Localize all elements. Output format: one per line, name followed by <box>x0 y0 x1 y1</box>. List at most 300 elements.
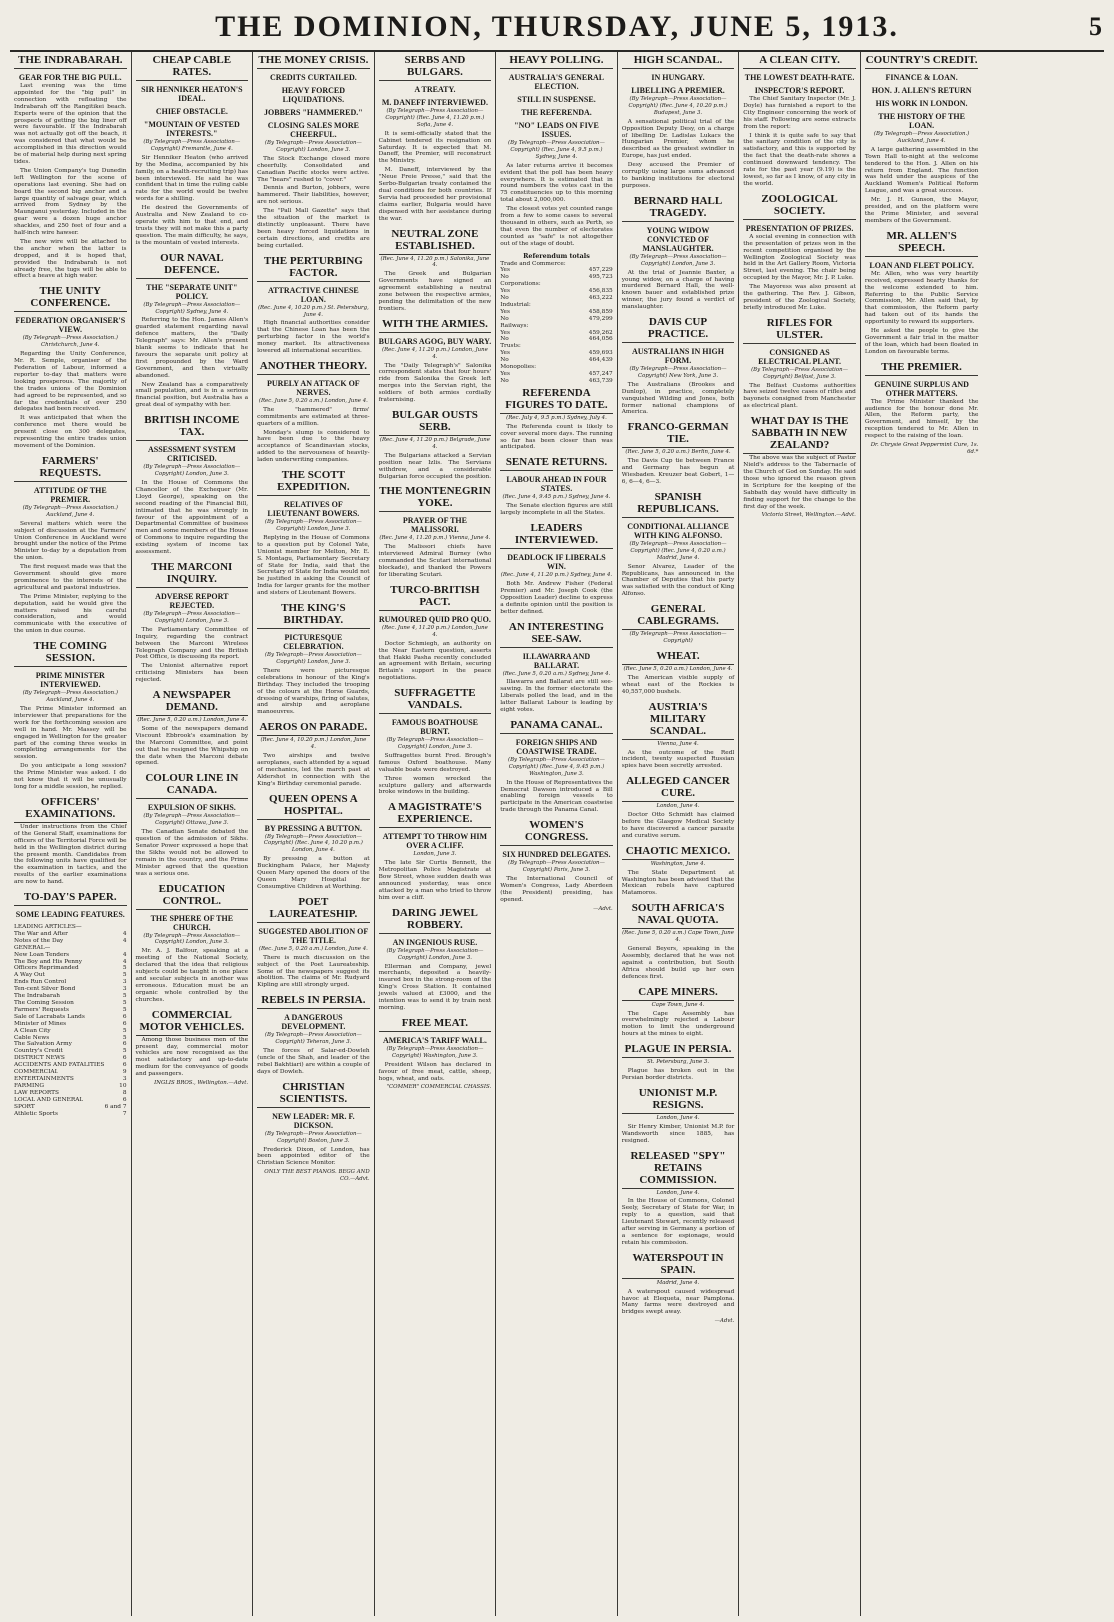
news-story <box>379 318 492 404</box>
table-row <box>500 302 613 309</box>
story-headline: CHRISTIAN SCIENTISTS. <box>257 1081 370 1108</box>
story-paragraph: The American visible supply of wheat east of the Rockies is 40,557,000 bushels. <box>621 674 735 695</box>
news-story <box>500 819 613 912</box>
news-story <box>379 409 492 480</box>
story-paragraph: Mr. Allen, who was very heartily received, expressed hearty thanks for the welcome extended to him. Referring to the Public Service Commission, Mr. Allen said that, by that commission, the Reform party had taken out of its hands the opportunity to reward its supporters. <box>864 270 979 326</box>
story-headline: WHAT DAY IS THE SABBATH IN NEW ZEALAND? <box>743 415 856 454</box>
story-body <box>865 147 979 225</box>
story-paragraph: The Prime Minister thanked the audience for the honour done Mr. Allen, the Reform party, the Government, and himself, by the reception tendered to Mr. Allen in respect to the raising of the loan. <box>864 398 979 440</box>
story-subheadline: ILLAWARRA AND BALLARAT. <box>522 651 591 670</box>
story-body <box>379 363 492 404</box>
story-subheadline: FEDERATION ORGANISER'S VIEW. <box>15 316 126 335</box>
story-paragraph: Under instructions from the Chief of the General Staff, examinations for officers of the Territorial Force will be held in the Wellington district during the present month. Candidates from the following units have qualified for the examination in tactics, and the results of the earlier examinations are now to hand. <box>14 823 127 886</box>
table-row <box>500 336 613 343</box>
story-paragraph: The Malissori chiefs have interviewed Admiral Burney (who commanded the Scutari international blockade), and thanked the Powers for liberating Scutari. <box>378 544 492 578</box>
story-subheadline: ATTEMPT TO THROW HIM OVER A CLIFF. <box>382 832 488 851</box>
index-page: 10 <box>119 1082 127 1089</box>
table-label: Corporations: <box>500 281 541 288</box>
news-story <box>500 456 613 517</box>
news-story <box>500 719 613 814</box>
news-story <box>500 387 613 452</box>
story-body <box>622 1124 735 1145</box>
table-label: Monopolies: <box>500 364 537 371</box>
story-dateline: London, June 4. <box>656 1114 700 1121</box>
story-body <box>14 521 127 636</box>
story-subheadline: RELATIVES OF LIEUTENANT BOWERS. <box>267 500 360 519</box>
story-dateline: London, June 3. <box>413 851 457 858</box>
table-value: 495,723 <box>588 274 613 281</box>
index-label: The Boy and His Penny <box>14 958 83 965</box>
story-headline: SENATE RETURNS. <box>500 456 613 471</box>
news-story <box>257 469 370 597</box>
story-paragraph: Some of the newspapers demand Viscount Ebbrook's examination by the Marconi Committee, and point out that he resigned the Whipship on the date when the Marconi debate opened. <box>135 725 249 767</box>
table-value: 464,439 <box>588 357 613 364</box>
index-page: 7 <box>122 1110 127 1117</box>
list-item <box>14 1104 127 1111</box>
story-subheadline: A TREATY. <box>414 85 456 94</box>
story-dateline: (By Telegraph—Press Association—Copyright) Sydney, June 4. <box>143 301 241 315</box>
story-subheadline: IN HUNGARY. <box>651 73 705 82</box>
news-story <box>136 414 249 556</box>
news-story <box>622 54 735 190</box>
story-dateline: (By Telegraph—Press Association—Copyright) London, June 3. <box>386 737 484 751</box>
story-headline: NEUTRAL ZONE ESTABLISHED. <box>379 228 492 255</box>
story-body <box>622 812 735 840</box>
story-paragraph: A waterspout caused widespread havoc at Elequeta, near Pamplona. Many farms were destroyed and bridges swept away. <box>621 1288 735 1316</box>
news-story <box>622 986 735 1039</box>
story-subheadline: SIX HUNDRED DELEGATES. <box>502 850 611 860</box>
story-paragraph: Both Mr. Andrew Fisher (Federal Premier) and Mr. Joseph Cook (the Opposition Leader) decline to express a definite opinion until the position is better defined. <box>500 580 613 615</box>
index-page: 3 <box>122 1075 127 1082</box>
story-body <box>257 535 370 597</box>
story-body <box>136 829 249 877</box>
story-subheadline: STILL IN SUSPENSE. <box>517 95 596 104</box>
story-headline: COUNTRY'S CREDIT. <box>865 54 979 69</box>
story-headline: BULGAR OUSTS SERB. <box>379 409 492 436</box>
story-subheadline: M. DANEFF INTERVIEWED. <box>381 98 488 107</box>
story-body <box>14 706 127 791</box>
masthead <box>10 8 1104 52</box>
story-headline: THE KING'S BIRTHDAY. <box>257 602 370 629</box>
index-page: 8 <box>122 1089 127 1096</box>
news-story <box>257 360 370 464</box>
story-paragraph: The State Department at Washington has been advised that the Mexican rebels have captured Matamoros. <box>621 869 735 897</box>
story-body <box>379 131 492 223</box>
story-body <box>500 780 613 815</box>
story-paragraph: Suffragettes burnt Fred. Brough's famous Oxford boathouse. Many valuable boats were destroyed. <box>378 752 492 773</box>
news-story <box>136 883 249 1004</box>
story-subheadline: AUSTRALIA'S GENERAL ELECTION. <box>508 73 605 91</box>
list-item <box>14 1048 127 1055</box>
news-story <box>379 907 492 1012</box>
list-item <box>14 1035 127 1042</box>
list-item <box>14 986 127 993</box>
story-paragraph: I think it is quite safe to say that the sanitary condition of the city is satisfactory, and this is supported by the fact that the death-rate shows a continued downward tendency. The rate for the past year (9.19) is the lowest, so far as I know, of any city in the world. <box>743 132 856 187</box>
story-paragraph: The first request made was that the Government should give more prominence to the interests of the agricultural and pastoral industries. <box>14 564 127 591</box>
story-paragraph: In the House of Commons, Colonel Seely, Secretary of State for War, in reply to a question, said that Lieutenant Stewart, recently released after serving in Germany a portion of a sentence for espionage, would retain his commission. <box>621 1198 735 1246</box>
story-paragraph: In the House of Representatives the Democrat Dawson introduced a Bill enabling foreign vessels to participate in the American coastwise trade through the Panama Canal. <box>500 779 613 814</box>
story-paragraph: Dennis and Burton, jobbers, were hammered. Their liabilities, however, are not serious. <box>257 185 370 206</box>
news-story <box>743 415 856 519</box>
table-label: Yes <box>500 308 510 315</box>
news-story <box>622 316 735 416</box>
story-paragraph: The Referenda count is likely to cover several more days. The running so far has been closer than was anticipated. <box>500 423 613 451</box>
story-subheadline: INSPECTOR'S REPORT. <box>754 86 845 95</box>
news-story <box>622 1150 735 1247</box>
story-paragraph: Frederick Dixon, of London, has been appointed editor of the Christian Science Monitor. <box>257 1146 370 1167</box>
story-paragraph: The "Pall Mall Gazette" says that the situation of the market is distinctly unpleasant. There have been heavy forced liquidations in certain directions, and credits are being curtailed. <box>257 208 370 249</box>
news-story <box>379 801 492 901</box>
news-story <box>379 228 492 313</box>
story-dateline: (By Telegraph—Press Association.) Christchurch, June 4. <box>22 335 118 349</box>
story-paragraph: Illawarra and Ballarat are still see-sawing. In the former electorate the Liberals polled the lead, and in the latter Ballarat Labour is leading by eight votes. <box>500 679 613 714</box>
story-paragraph: It was anticipated that when the conference met there would be present close on 300 delegates, representing the entire trades union movement of the Dominion. <box>14 415 127 449</box>
story-paragraph: The Cape Assembly has overwhelmingly rejected a Labour motion to limit the underground hours at the mines to eight. <box>621 1010 735 1038</box>
story-subheadline: HIS WORK IN LONDON. <box>875 99 968 108</box>
table-value: 459,262 <box>588 329 613 336</box>
index-page: 4 <box>122 958 127 965</box>
news-story <box>136 54 249 247</box>
index-page: 6 <box>122 1041 127 1048</box>
story-dateline: (By Telegraph—Press Association—Copyright) (Rec. June 4, 9.5 p.m.) Sydney, June 4. <box>507 140 605 160</box>
news-story <box>136 1009 249 1087</box>
story-headline: PANAMA CANAL. <box>500 719 613 734</box>
story-subheadline: FAMOUS BOATHOUSE BURNT. <box>391 718 478 737</box>
story-headline: GENERAL CABLEGRAMS. <box>622 603 735 630</box>
story-paragraph: Several matters which were the subject of discussion at the Farmers' Union Conference in Auckland were brought under the notice of the Prime Minister to-day by a deputation from the union. <box>14 520 127 562</box>
list-item <box>14 1028 127 1035</box>
news-story <box>622 1252 735 1325</box>
story-subheadline: BULGARS AGOG, BUY WARY. <box>378 336 492 346</box>
story-dateline: London, June 4. <box>656 1189 700 1196</box>
news-story <box>257 793 370 891</box>
index-label: Officers Reprimanded <box>14 965 79 972</box>
story-dateline: (By Telegraph—Press Association—Copyright) London, June 3. <box>143 464 241 478</box>
story-subheadline: DEADLOCK IF LIBERALS WIN. <box>507 553 606 572</box>
table-label: Yes <box>500 371 510 377</box>
story-subheadline: LOAN AND FLEET POLICY. <box>869 260 974 270</box>
story-paragraph: The closest votes yet counted range from a few to some cases to several thousand in others, such as Perth, so that even the number of electorates counted as "safe" is not altogether out of the stage of doubt. <box>500 206 613 247</box>
story-paragraph: President Wilson has declared in favour of free meat, cattle, sheep, hogs, wheat, and oats. <box>378 1061 492 1082</box>
story-headline: MR. ALLEN'S SPEECH. <box>865 230 979 257</box>
news-story <box>743 317 856 410</box>
list-item <box>14 993 127 1000</box>
story-body <box>743 455 856 510</box>
story-body <box>257 407 370 464</box>
story-body <box>622 1068 735 1082</box>
story-paragraph: Replying in the House of Commons to a question put by Colonel Yate, Unionist member for Melton, Mr. E. S. Montagu, Parliamentary Secretary of State for India, said that the Secretary of State for India would not be justified in asking the Council of India for larger grants for the mother and sisters of Lieutenant Bowers. <box>257 534 370 597</box>
story-dateline: Madrid, June 4. <box>656 1279 700 1286</box>
news-story <box>865 230 979 356</box>
list-item <box>14 1000 127 1007</box>
story-subheadline: PRAYER OF THE MALISSORI. <box>402 516 467 535</box>
story-dateline: (Rec. June 4, 11.20 p.m.) London, June 4. <box>382 624 488 638</box>
news-story <box>257 255 370 355</box>
story-dateline: (By Telegraph—Press Association—Copyright) Ottawa, June 3. <box>143 813 241 827</box>
story-subheadline: SUGGESTED ABOLITION OF THE TITLE. <box>258 926 369 945</box>
story-body <box>743 96 856 188</box>
story-paragraph: The Senate election figures are still largely incomplete in all the States. <box>500 503 613 517</box>
story-body <box>379 964 492 1012</box>
story-dateline: (By Telegraph—Press Association—Copyright) Washington, June 3. <box>386 1045 484 1059</box>
story-dateline: (By Telegraph—Press Association—Copyright) London, June 3. <box>143 610 241 624</box>
story-dateline: (By Telegraph—Press Association—Copyright) Belfast, June 3. <box>751 366 849 380</box>
story-headline: THE PREMIER. <box>865 361 979 376</box>
story-headline: ALLEGED CANCER CURE. <box>622 775 735 802</box>
table-label: No <box>500 315 509 322</box>
story-paragraph: The International Council of Women's Congress, Lady Aberdeen (the President) presiding, has opened. <box>500 876 613 903</box>
index-page: 4 <box>122 930 127 937</box>
story-subheadline: BY PRESSING A BUTTON. <box>264 823 363 833</box>
story-body <box>622 1198 735 1246</box>
news-story <box>136 252 249 410</box>
story-headline: EDUCATION CONTROL. <box>136 883 249 910</box>
story-subheadline: AMERICA'S TARIFF WALL. <box>382 1035 487 1045</box>
story-headline: DARING JEWEL ROBBERY. <box>379 907 492 934</box>
story-body <box>865 399 979 440</box>
story-body <box>14 824 127 886</box>
table-row <box>500 281 613 288</box>
news-story <box>622 902 735 980</box>
table-value: 463,739 <box>588 377 613 384</box>
index-label: SPORT <box>14 1103 35 1110</box>
story-headline: THE INDRABARAH. <box>14 54 127 69</box>
story-paragraph: Doctor Schmiegh, an authority on the Near Eastern question, asserts that Hakki Pasha recently concluded an agreement with Britain, securing Britain's support in the peace negotiations. <box>378 640 492 682</box>
index-label: Sale of Lacrabats Lands <box>14 1013 85 1020</box>
story-dateline: (Rec. June 5, 0.20 a.m.) London, June 4. <box>623 665 733 672</box>
index-page: 6 <box>122 1055 127 1062</box>
story-headline: RIFLES FOR ULSTER. <box>743 317 856 344</box>
story-headline: FRANCO-GERMAN TIE. <box>622 421 735 448</box>
story-subheadline: CONDITIONAL ALLIANCE WITH KING ALFONSO. <box>627 521 729 540</box>
story-subheadline: ADVERSE REPORT REJECTED. <box>155 591 229 610</box>
story-subheadline: AN INGENIOUS RUSE. <box>392 937 478 947</box>
index-page: 5 <box>122 1000 127 1006</box>
story-headline: AEROS ON PARADE. <box>257 721 370 736</box>
story-headline: A CLEAN CITY. <box>743 54 856 69</box>
story-dateline: (Rec. June 5, 0.20 a.m.) Sydney, June 4. <box>502 670 611 677</box>
list-item <box>14 952 127 959</box>
referendum-table <box>500 253 613 385</box>
story-headline: AUSTRIA'S MILITARY SCANDAL. <box>622 701 735 740</box>
news-story <box>500 54 613 248</box>
table-label: No <box>500 274 509 281</box>
news-story <box>14 640 127 791</box>
story-body <box>379 1062 492 1083</box>
story-subheadline: GEAR FOR THE BIG PULL. <box>18 73 122 82</box>
story-headline: THE MARCONI INQUIRY. <box>136 561 249 588</box>
table-value: 463,222 <box>588 295 613 302</box>
story-paragraph: A large gathering assembled in the Town Hall to-night at the welcome tendered to the Hon. J. Allen on his return from England. The function was held under the auspices of the Auckland Women's Political Reform League, and was a great success. <box>864 146 979 195</box>
table-row <box>500 364 613 371</box>
story-paragraph: The Union Company's tug Dunedin left Wellington for the scene of operations last evening. She had on board the second big anchor and a large quantity of salvage gear, which arrived from Sydney by the Maunganui yesterday. Included in the gear were a dozen huge anchor shackles, and 250 feet of four and a half-inch wire hawser. <box>14 167 127 237</box>
story-headline: RELEASED "SPY" RETAINS COMMISSION. <box>622 1150 735 1189</box>
column-7 <box>739 52 861 1616</box>
story-headline: BERNARD HALL TRAGEDY. <box>622 195 735 222</box>
news-story <box>622 1043 735 1082</box>
index-page: 3 <box>122 986 127 993</box>
story-dateline: (Rec. June 4, 11.20 p.m.) Belgrade, June 4. <box>379 437 490 450</box>
table-label: Railways: <box>500 322 529 329</box>
story-headline: A NEWSPAPER DEMAND. <box>136 689 249 716</box>
table-value: 456,835 <box>588 288 613 295</box>
index-label: LEADING ARTICLES— <box>14 924 82 931</box>
list-item <box>14 972 127 979</box>
table-value: 464,056 <box>588 336 613 343</box>
story-headline: SPANISH REPUBLICANS. <box>622 491 735 518</box>
story-dateline: London, June 4. <box>656 803 700 810</box>
story-body <box>257 668 370 716</box>
story-body <box>136 317 249 409</box>
index-label: FARMING <box>14 1082 44 1089</box>
index-label: DISTRICT NEWS <box>14 1055 65 1062</box>
news-story <box>257 602 370 716</box>
story-paragraph: The Belfast Customs authorities have seized twelve cases of rifles and bayonets consigned from Manchester as electrical plant. <box>743 382 856 410</box>
index-page: 6 <box>122 1062 127 1069</box>
news-story <box>622 195 735 311</box>
story-headline: A MAGISTRATE'S EXPERIENCE. <box>379 801 492 828</box>
story-paragraph: High financial authorities consider that the Chinese Loan has been the perturbing factor in the world's money market. Its attractiveness lowered all international securities. <box>257 320 370 355</box>
news-story <box>14 891 127 919</box>
table-label: No <box>500 357 509 364</box>
story-dateline: (Rec. July 4, 9.5 p.m.) Sydney, July 4. <box>506 414 607 421</box>
story-subheadline: PICTURESQUE CELEBRATION. <box>283 633 344 652</box>
story-headline: CAPE MINERS. <box>622 986 735 1001</box>
story-paragraph: There were picturesque celebrations in honour of the King's Birthday. They included the trooping of the colours at the Horse Guards, dressing of warships, firing of salutes, and airship and aeroplane manoeuvres. <box>257 667 370 716</box>
table-row <box>500 330 613 337</box>
index-label: LAW REPORTS <box>14 1089 59 1096</box>
story-paragraph: Last evening was the time appointed for the "big pull" in connection with refloating the Indrabarah off the Rangitikei beach. Experts were of the opinion that the prospects of getting the big liner off were favourable. If the Indrabarah was not actually got off the beach, it was considered that what would be accomplished in this direction would be of material help during next spring tides. <box>14 83 127 165</box>
index-label: The Indrabarah <box>14 993 60 1000</box>
index-page: 5 <box>122 1006 127 1013</box>
story-headline: HIGH SCANDAL. <box>622 54 735 69</box>
index-page: 6 <box>122 1013 127 1020</box>
story-body <box>622 270 735 311</box>
story-subheadline: HON. J. ALLEN'S RETURN <box>871 86 972 95</box>
table-row <box>500 261 613 268</box>
advertisement-line: Victoria Street, Wellington.—Advt. <box>761 512 856 519</box>
story-dateline: (By Telegraph—Press Association—Copyright) London, June 3. <box>386 947 484 961</box>
story-body <box>622 870 735 898</box>
story-paragraph: The Prime Minister, replying to the deputation, said he would give the matters raised his careful consideration, and would communicate with the executive of the union in due course. <box>14 593 127 635</box>
story-paragraph: The Bulgarians attacked a Servian position near Izlis. The Servians withdrew, and a considerable Bulgarian force occupied the position. <box>378 452 492 480</box>
news-story <box>379 1017 492 1091</box>
table-row <box>500 323 613 330</box>
list-item <box>14 1007 127 1014</box>
table-label: Yes <box>500 288 510 295</box>
story-paragraph: The "Daily Telegraph's" Salonika correspondent states that four hours' ride from Salonika the Greek left merges into the Servian right, the soldiers of both armies cordially fraternising. <box>378 362 492 404</box>
story-headline: THE SCOTT EXPEDITION. <box>257 469 370 496</box>
story-body <box>379 453 492 481</box>
story-body <box>136 726 249 767</box>
story-subheadline: FINANCE & LOAN. <box>885 73 958 82</box>
index-page: 5 <box>122 993 127 1000</box>
index-label: ENTERTAINMENTS <box>14 1075 74 1082</box>
story-paragraph: The "hammered" firms' commitments are estimated at three-quarters of a million. <box>257 406 370 427</box>
story-subheadline: ASSESSMENT SYSTEM CRITICISED. <box>147 445 236 464</box>
index-label: New Loan Tenders <box>14 951 70 958</box>
story-paragraph: Desy accused the Premier of corruptly using large sums advanced to banking institutions for electoral purposes. <box>621 162 735 189</box>
story-body <box>622 458 735 486</box>
index-label: Ten-cent Silver Bond <box>14 986 76 993</box>
list-item <box>14 1076 127 1083</box>
news-story <box>865 54 979 225</box>
news-story <box>257 721 370 787</box>
story-body <box>622 1011 735 1039</box>
news-story <box>743 193 856 312</box>
news-story <box>14 455 127 635</box>
news-story <box>622 1087 735 1145</box>
story-subheadline: AUSTRALIANS IN HIGH FORM. <box>631 347 725 366</box>
page-number: 5 <box>1089 12 1102 41</box>
news-story <box>136 561 249 684</box>
table-row <box>500 295 613 302</box>
column-6 <box>618 52 740 1616</box>
story-paragraph: Plague has broken out in the Persian border districts. <box>621 1068 735 1081</box>
story-headline: COMMERCIAL MOTOR VEHICLES. <box>136 1009 249 1036</box>
story-paragraph: The above was the subject of Pastor Nield's address to the Tabernacle of the Church of God on Sunday. He said those who ignored the reason given in Scripture for the keeping of the Sabbath day would have difficulty in finding support for the change to the first day of the week. <box>743 455 856 510</box>
news-story <box>622 421 735 486</box>
news-story <box>622 491 735 598</box>
story-headline: SOUTH AFRICA'S NAVAL QUOTA. <box>622 902 735 929</box>
story-paragraph: The Davis Cup tie between France and Germany has begun at Wiesbaden. Kreuzer beat Gobert, 1—6, 6—4, 6—3. <box>621 458 735 485</box>
list-item <box>14 1111 127 1118</box>
list-item <box>14 959 127 966</box>
news-story <box>257 1081 370 1183</box>
story-headline: BRITISH INCOME TAX. <box>136 414 249 441</box>
table-row <box>500 357 613 364</box>
story-paragraph: The Chief Sanitary Inspector (Mr. J. Doyle) has furnished a report to the City Engineer concerning the work of his staff. Following are some extracts from the report: <box>743 96 856 130</box>
list-item <box>14 1055 127 1062</box>
story-dateline: (Rec. June 5, 0.20 a.m.) Berlin, June 4. <box>625 449 731 456</box>
column-3 <box>253 52 375 1616</box>
story-dateline: (By Telegraph—Press Association—Copyright) (Rec. June 4, 11.20 p.m.) Sofia, June 4. <box>385 108 485 128</box>
table-value: 458,859 <box>588 308 613 315</box>
story-paragraph: Doctor Otto Schmidt has claimed before the Glasgow Medical Society to have discovered a cancer parasite and curative serum. <box>621 812 735 839</box>
news-story <box>136 772 249 877</box>
table-row <box>500 267 613 274</box>
story-dateline: (Rec. June 5, 0.20 a.m.) Cape Town, June 4. <box>622 930 734 944</box>
story-body <box>379 641 492 682</box>
story-body <box>500 424 613 452</box>
story-headline: PLAGUE IN PERSIA. <box>622 1043 735 1058</box>
story-body <box>622 382 735 417</box>
index-page: 6 <box>122 1096 127 1103</box>
story-headline: CHAOTIC MEXICO. <box>622 845 735 860</box>
index-label: The Coming Session <box>14 1000 74 1006</box>
index-label: Cable News <box>14 1034 50 1041</box>
index-label: Farmers' Requests <box>14 1006 69 1013</box>
story-paragraph: Mr. A. J. Balfour, speaking at a meeting of the National Society, declared that the idea that religious subjects could be taught in one place and secular subjects in another was erroneous. Education must be an organic whole controlled by the churches. <box>135 948 249 1003</box>
column-8 <box>861 52 983 1616</box>
story-headline: THE PERTURBING FACTOR. <box>257 255 370 282</box>
story-subheadline: LIBELLING A PREMIER. <box>631 86 725 95</box>
story-dateline: (Rec. June 5, 0.20 a.m.) London, June 4. <box>258 397 368 404</box>
index-label: GENERAL— <box>14 944 51 951</box>
story-subheadline: CONSIGNED AS ELECTRICAL PLANT. <box>758 347 842 366</box>
story-subheadline: YOUNG WIDOW CONVICTED OF MANSLAUGHTER. <box>642 225 714 253</box>
news-story <box>865 361 979 456</box>
story-dateline: (Rec. June 5, 0.20 a.m.) London, June 4. <box>258 945 368 952</box>
story-paragraph: The Mayoress was also present at the gathering. The Rev. J. Gibson, president of the Zoological Society, briefly introduced Mr. Luke. <box>743 284 856 311</box>
story-paragraph: Monday's slump is considered to have been due to the heavy acceptance of Scandinavian stocks, added to the nervousness of heavily-laden underwriting companies. <box>257 429 370 464</box>
story-dateline: (By Telegraph—Press Association—Copyright) (Rec. June 4, 0.20 a.m.) Madrid, June 4. <box>629 540 727 561</box>
news-story <box>379 54 492 223</box>
story-paragraph: The late Sir Curtis Bennett, the Metropolitan Police Magistrate at Bow Street, whose sudden death was announced yesterday, was once attacked by a man who tried to throw him over a cliff. <box>378 860 492 901</box>
story-paragraph: New Zealand has a comparatively small population, and is in a serious financial position, but Australia has a great deal of sympathy with her. <box>135 381 249 409</box>
column-4 <box>375 52 497 1616</box>
table-value: 479,299 <box>588 315 613 322</box>
